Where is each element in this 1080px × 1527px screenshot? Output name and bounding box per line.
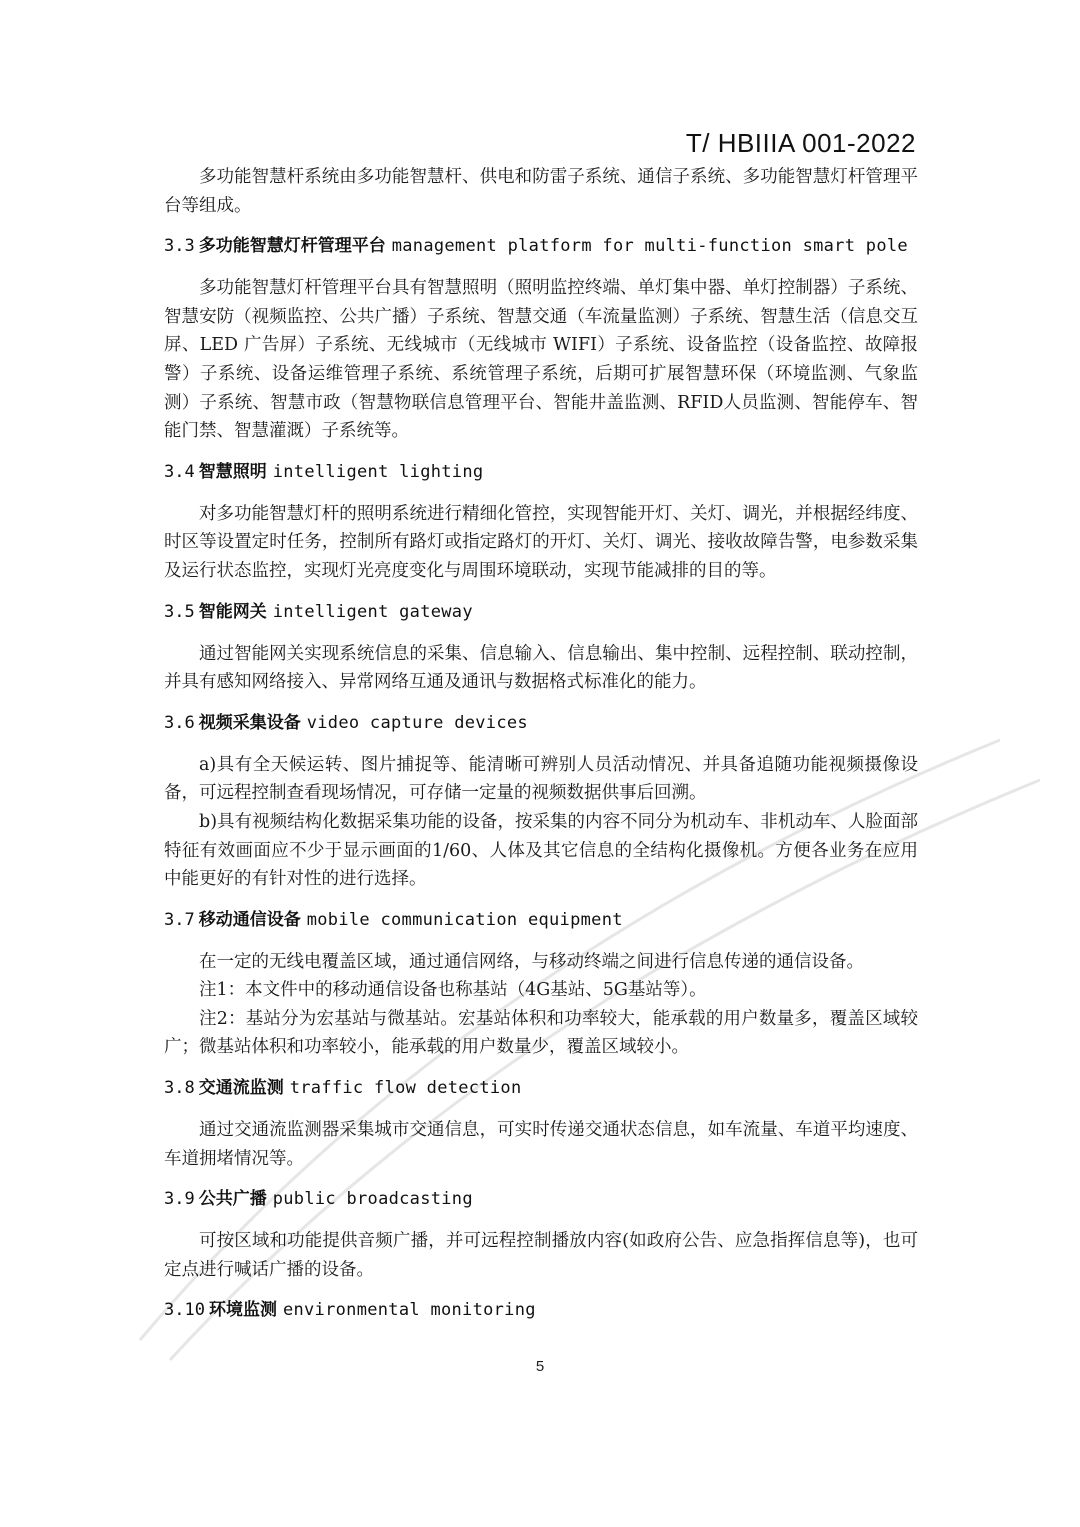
section-paragraph: 多功能智慧灯杆管理平台具有智慧照明（照明监控终端、单灯集中器、单灯控制器）子系统、智慧安防（视频监控、公共广播）子系统、智慧交通（车流量监测）子系统、智慧生活（信息交互屏、LED 广告屏）子系统、无线城市（无线城市 WIFI）子系统、设备监控（设备监控、故障报警）子系统、设备运维管理子系统、系统管理子系统，后期可扩展智慧环保（环境监测、气象监测）子系统、智慧市政（智慧物联信息管理平台、智能井盖监测、RFID人员监测、智能停车、智能门禁、智慧灌溉）子系统等。 bbox=[164, 278, 918, 442]
section-number: 3.4 bbox=[164, 461, 195, 482]
section-3-7 bbox=[164, 908, 918, 1062]
section-3-9 bbox=[164, 1187, 918, 1284]
section-heading bbox=[164, 908, 918, 932]
section-title-zh: 多功能智慧灯杆管理平台 bbox=[198, 236, 386, 257]
section-title-en: video capture devices bbox=[306, 712, 528, 733]
section-number: 3.10 bbox=[164, 1300, 205, 1321]
section-title-zh: 视频采集设备 bbox=[198, 712, 301, 733]
section-paragraph: 通过交通流监测器采集城市交通信息，可实时传递交通状态信息，如车流量、车道平均速度、车道拥堵情况等。 bbox=[164, 1120, 918, 1169]
section-heading bbox=[164, 1298, 918, 1322]
note-paragraph: 注2：基站分为宏基站与微基站。宏基站体积和功率较大，能承载的用户数量多，覆盖区域较广；微基站体积和功率较小，能承载的用户数量少，覆盖区域较小。 bbox=[164, 1008, 918, 1058]
section-title-en: traffic flow detection bbox=[289, 1078, 522, 1099]
section-paragraph: a)具有全天候运转、图片捕捉等、能清晰可辨别人员活动情况、并具备追随功能视频摄像设备，可远程控制查看现场情况，可存储一定量的视频数据供事后回溯。 bbox=[164, 754, 918, 804]
section-title-zh: 智能网关 bbox=[198, 601, 267, 622]
section-title-zh: 公共广播 bbox=[198, 1189, 267, 1210]
section-3-5 bbox=[164, 600, 918, 697]
section-title-zh: 智慧照明 bbox=[198, 461, 267, 482]
section-number: 3.9 bbox=[164, 1189, 195, 1210]
section-3-10 bbox=[164, 1298, 918, 1322]
section-paragraph: 在一定的无线电覆盖区域，通过通信网络，与移动终端之间进行信息传递的通信设备。 bbox=[199, 951, 864, 972]
section-3-3 bbox=[164, 234, 918, 446]
section-3-6 bbox=[164, 711, 918, 894]
section-number: 3.7 bbox=[164, 909, 195, 930]
section-number: 3.8 bbox=[164, 1078, 195, 1099]
section-title-en: environmental monitoring bbox=[282, 1300, 536, 1321]
document-body bbox=[164, 163, 918, 1338]
section-heading bbox=[164, 711, 918, 735]
intro-paragraph: 多功能智慧杆系统由多功能智慧杆、供电和防雷子系统、通信子系统、多功能智慧灯杆管理平台等组成。 bbox=[164, 167, 918, 216]
section-paragraph: 通过智能网关实现系统信息的采集、信息输入、信息输出、集中控制、远程控制、联动控制，并具有感知网络接入、异常网络互通及通讯与数据格式标准化的能力。 bbox=[164, 643, 918, 693]
section-3-4 bbox=[164, 460, 918, 586]
section-paragraph: b)具有视频结构化数据采集功能的设备，按采集的内容不同分为机动车、非机动车、人脸面部特征有效画面应不少于显示画面的1/60、人体及其它信息的全结构化摄像机。方便各业务在应用中能更好的有针对性的进行选择。 bbox=[164, 811, 918, 890]
section-title-en: management platform for multi-function smart pole bbox=[391, 236, 908, 257]
page-number: 5 bbox=[535, 1358, 545, 1375]
section-number: 3.6 bbox=[164, 712, 195, 733]
section-paragraph: 对多功能智慧灯杆的照明系统进行精细化管控，实现智能开灯、关灯、调光，并根据经纬度、时区等设置定时任务，控制所有路灯或指定路灯的开灯、关灯、调光、接收故障告警，电参数采集及运行状态监控，实现灯光亮度变化与周围环境联动，实现节能减排的目的等。 bbox=[164, 503, 918, 581]
section-number: 3.5 bbox=[164, 601, 195, 622]
section-number: 3.3 bbox=[164, 236, 195, 257]
section-paragraph: 可按区域和功能提供音频广播，并可远程控制播放内容(如政府公告、应急指挥信息等)，也可定点进行喊话广播的设备。 bbox=[164, 1231, 918, 1280]
section-title-en: mobile communication equipment bbox=[306, 909, 623, 930]
section-3-8 bbox=[164, 1076, 918, 1173]
section-title-zh: 移动通信设备 bbox=[198, 909, 301, 930]
section-heading bbox=[164, 600, 918, 624]
section-heading bbox=[164, 1187, 918, 1211]
section-heading bbox=[164, 460, 918, 484]
section-title-zh: 交通流监测 bbox=[198, 1078, 284, 1099]
section-title-en: intelligent gateway bbox=[272, 601, 473, 622]
section-heading bbox=[164, 234, 918, 258]
section-title-en: public broadcasting bbox=[272, 1189, 473, 1210]
section-heading bbox=[164, 1076, 918, 1100]
standard-code: T/ HBIIIA 001-2022 bbox=[685, 128, 916, 158]
section-title-zh: 环境监测 bbox=[208, 1300, 277, 1321]
note-paragraph: 注1：本文件中的移动通信设备也称基站（4G基站、5G基站等）。 bbox=[199, 980, 707, 1001]
section-title-en: intelligent lighting bbox=[272, 461, 484, 482]
